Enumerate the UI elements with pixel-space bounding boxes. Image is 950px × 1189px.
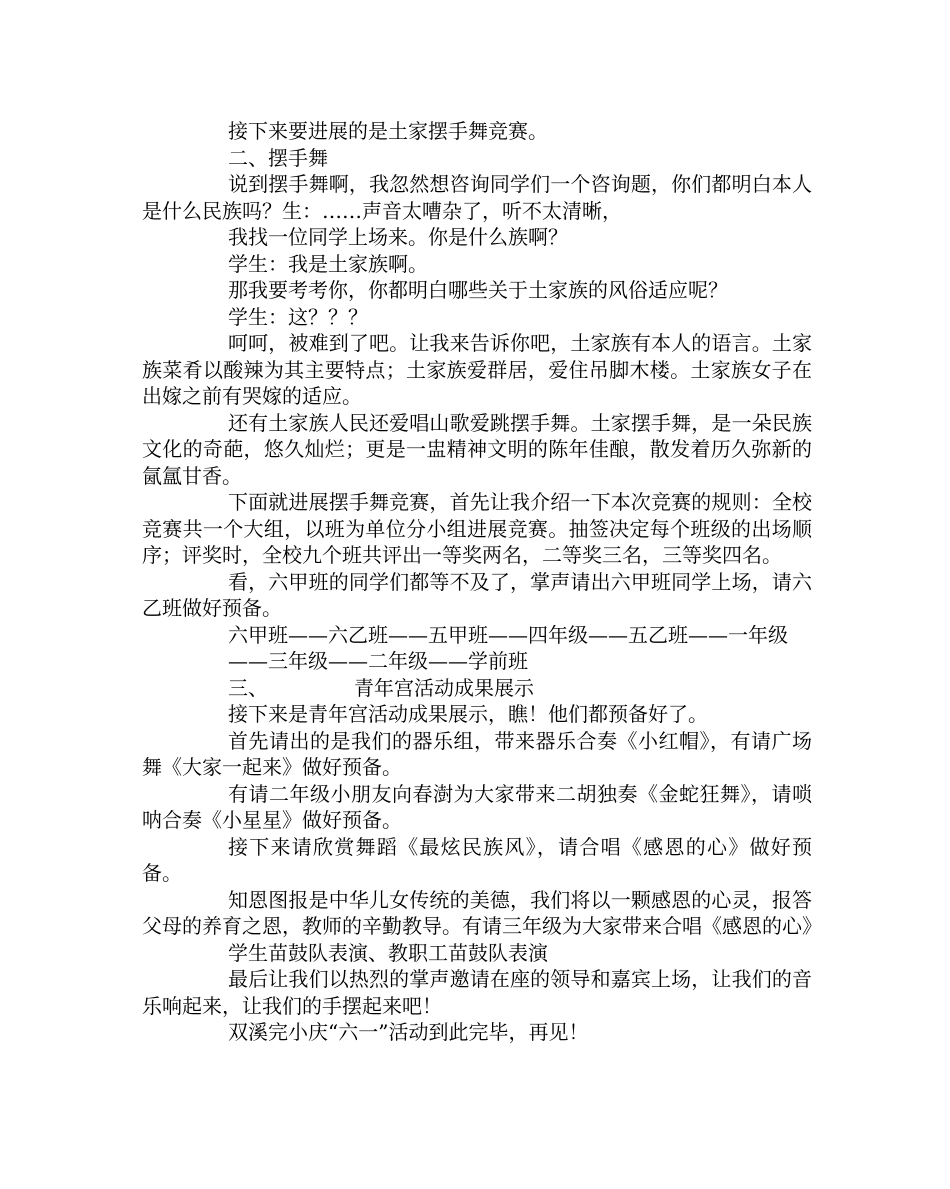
paragraph: ——三年级——二年级——学前班 [228, 649, 528, 673]
section-heading [142, 675, 812, 702]
paragraph: 接下来是青年宫活动成果展示，瞧！他们都预备好了。 [228, 702, 708, 726]
paragraph: 说到摆手舞啊，我忽然想咨询同学们一个咨询题，你们都明白本人是什么民族吗？生：……声音太嘈杂了，听不太清晰， [142, 172, 812, 223]
paragraph: 学生苗鼓队表演、教职工苗鼓队表演 [228, 940, 548, 965]
section-title: 青年宫活动成果展示 [354, 675, 534, 700]
paragraph: 接下来要进展的是土家摆手舞竞赛。 [228, 119, 548, 143]
section-heading: 二、摆手舞 [228, 145, 328, 170]
document-page [142, 118, 822, 1046]
paragraph: 下面就进展摆手舞竞赛，首先让我介绍一下本次竞赛的规则：全校竞赛共一个大组，以班为单位分小组进展竞赛。抽签决定每个班级的出场顺序；评奖时，全校九个班共评出一等奖两名，二等奖三名，三等奖四名。 [142, 490, 812, 567]
paragraph: 我找一位同学上场来。你是什么族啊？ [228, 225, 568, 249]
paragraph: 知恩图报是中华儿女传统的美德，我们将以一颗感恩的心灵，报答父母的养育之恩，教师的辛勤教导。有请三年级为大家带来合唱《感恩的心》 [142, 887, 822, 938]
paragraph: 双溪完小庆“六一”活动到此完毕，再见！ [228, 1020, 589, 1044]
paragraph: 最后让我们以热烈的掌声邀请在座的领导和嘉宾上场，让我们的音乐响起来，让我们的手摆起来吧！ [142, 967, 812, 1018]
paragraph: 看，六甲班的同学们都等不及了，掌声请出六甲班同学上场，请六乙班做好预备。 [142, 569, 812, 620]
paragraph: 有请二年级小朋友向春澍为大家带来二胡独奏《金蛇狂舞》，请唢呐合奏《小星星》做好预备。 [142, 781, 812, 832]
paragraph: 接下来请欣赏舞蹈《最炫民族风》，请合唱《感恩的心》做好预备。 [142, 834, 812, 885]
paragraph: 学生：这？？？ [228, 304, 368, 329]
paragraph: 六甲班——六乙班——五甲班——四年级——五乙班——一年级 [228, 622, 788, 647]
paragraph: 还有土家族人民还爱唱山歌爱跳摆手舞。土家摆手舞，是一朵民族文化的奇葩，悠久灿烂；更是一盅精神文明的陈年佳酿，散发着历久弥新的氤氲甘香。 [142, 410, 812, 488]
paragraph: 学生：我是土家族啊。 [228, 251, 428, 276]
paragraph: 那我要考考你，你都明白哪些关于土家族的风俗适应呢？ [228, 278, 728, 302]
paragraph: 首先请出的是我们的器乐组，带来器乐合奏《小红帽》，有请广场舞《大家一起来》做好预备。 [142, 728, 812, 779]
section-number: 三、 [228, 675, 268, 700]
paragraph: 呵呵，被难到了吧。让我来告诉你吧，土家族有本人的语言。土家族菜肴以酸辣为其主要特点；土家族爱群居，爱住吊脚木楼。土家族女子在出嫁之前有哭嫁的适应。 [142, 331, 812, 408]
